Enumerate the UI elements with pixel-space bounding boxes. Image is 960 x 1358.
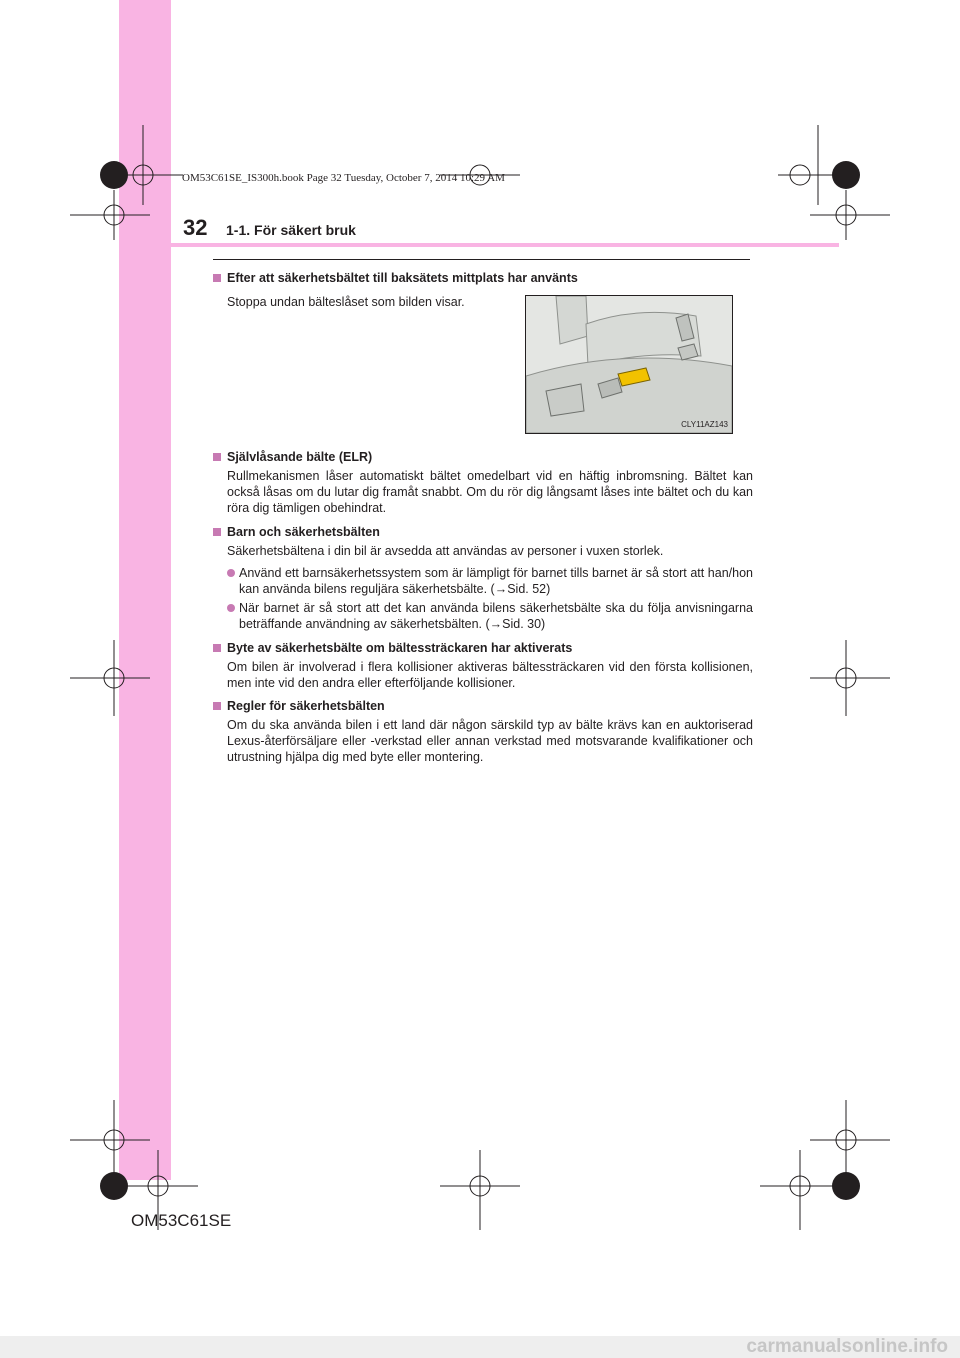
section-heading: Byte av säkerhetsbälte om bältessträckaren har aktiverats bbox=[213, 640, 753, 656]
page-number: 32 bbox=[183, 215, 208, 240]
section-text: Om bilen är involverad i flera kollisioner aktiveras bältessträckaren vid den första kollisionen, men inte vid den andra eller efterföljande kollisioner. bbox=[227, 660, 753, 690]
section-text: Stoppa undan bälteslåset som bilden visar. bbox=[227, 295, 465, 309]
section-heading: Barn och säkerhetsbälten bbox=[213, 524, 753, 540]
section-heading: Självlåsande bälte (ELR) bbox=[213, 449, 753, 465]
watermark-text: carmanualsonline.info bbox=[746, 1336, 948, 1357]
section-text: Säkerhetsbältena i din bil är avsedda att användas av personer i vuxen storlek. bbox=[227, 544, 664, 558]
manual-code: OM53C61SE bbox=[131, 1211, 232, 1230]
bullet-item: Använd ett barnsäkerhetssystem som är lämpligt för barnet tills barnet är så stort att han/hon kan använda bilens reguljära säkerhetsbälte. (→Sid. 52) bbox=[213, 565, 753, 597]
section-title: 1-1. För säkert bruk bbox=[226, 222, 356, 238]
bullet-item: När barnet är så stort att det kan använda bilens säkerhetsbälte ska du följa anvisningarna beträffande användning av säkerhetsbälten. (→Sid. 30) bbox=[213, 600, 753, 632]
section-heading: Efter att säkerhetsbältet till baksätets mittplats har använts bbox=[213, 270, 753, 286]
watermark-bar bbox=[0, 1336, 960, 1358]
section-text: Om du ska använda bilen i ett land där någon särskild typ av bälte krävs kan en auktoriserad Lexus-återförsäljare eller -verkstad eller annan verkstad med motsvarande kvalifikationer och utrustning hjälpa dig med byte eller montering. bbox=[227, 718, 753, 764]
book-imprint: OM53C61SE_IS300h.book Page 32 Tuesday, October 7, 2014 10:29 AM bbox=[182, 172, 505, 184]
section-heading: Regler för säkerhetsbälten bbox=[213, 698, 753, 714]
section-text: Rullmekanismen låser automatiskt bältet omedelbart vid en häftig inbromsning. Bältet kan också låsas om du lutar dig framåt snabbt. Om du rör dig långsamt låses inte bältet och du kan röra dig tämligen obehindrat. bbox=[227, 469, 753, 515]
figure-label: CLY11AZ143 bbox=[681, 420, 728, 429]
